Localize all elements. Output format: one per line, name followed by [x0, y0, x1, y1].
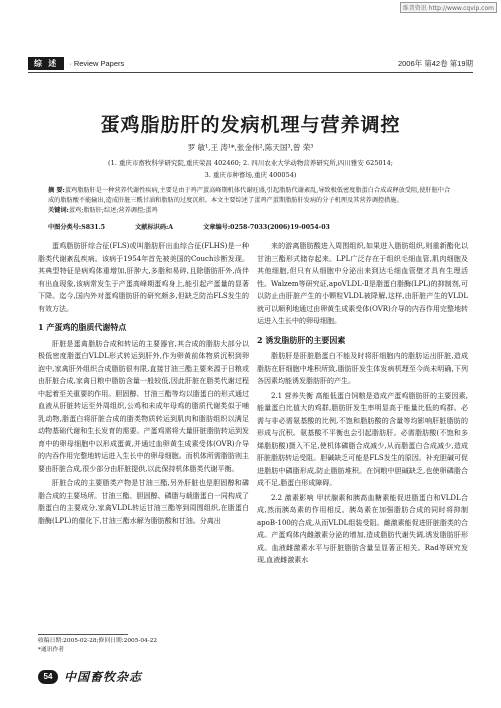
- issue-info: 2006年 第42卷 第19期: [397, 58, 473, 68]
- header-divider: [28, 72, 473, 73]
- left-column: [38, 240, 249, 529]
- abstract-text: 蛋鸡脂肪肝是一种营养代谢性疾病,主要是由于鸡产蛋高峰期机体代谢旺盛,引起脂肪代谢紊乱,导致极低密度脂蛋白合成或释放受阻,使肝脏中合成的脂肪酸不能输出,造成肝脏三酰甘油和脂肪的过度沉积。本文主要综述了蛋鸡产蛋期脂肪肝发病的分子机理及其营养调控措施。: [48, 187, 451, 204]
- section-english-label: · Review Papers: [69, 58, 125, 68]
- abstract: [48, 186, 453, 216]
- keywords-text: 蛋鸡;脂肪肝;综述;营养调控;蛋鸡: [68, 207, 158, 214]
- body-paragraph: 来的游离脂肪酸进入周围组织,如果进入脂肪组织,则重新酯化以甘油三酯形式储存起来。LPL广泛存在于组织毛细血管,肌肉细胞及其他细胞,但只有从细胞中分泌出来到达毛细血管壁才具有生理活性。Walzem等研究证,apoVLDL-Ⅱ是脂蛋白脂酶(LPL)的抑制剂,可以防止由肝脏产生的小颗粒VLDL被降解,这样,由肝脏产生的VLDL就可以顺利地通过由卵黄生成素受体(OVR)介导的内吞作用完整地转运进入生长中的卵母细胞。: [257, 242, 468, 325]
- article-meta: [48, 222, 453, 231]
- body-paragraph: 肝脏合成的主要脂类产物是甘油三酯,另外肝脏也是胆固醇和磷脂合成的主要场所。甘油三酯、胆固醇、磷脂与载脂蛋白一同构成了脂蛋白的主要成分,家禽VLDL转运甘油三酯等到周围组织,在脂蛋白脂酶(LPL)的催化下,甘油三酯水解为脂肪酸和甘油。分离出: [38, 479, 249, 525]
- affiliation-line: (1. 重庆市畜牧科学研究院,重庆荣昌 402460; 2. 四川农业大学动物营养研究所,四川雅安 625014;: [108, 159, 393, 167]
- article-title: 蛋鸡脂肪肝的发病机理与营养调控: [100, 114, 401, 136]
- keywords-label: 关键词:: [48, 207, 69, 214]
- footnote-divider: [38, 634, 128, 635]
- clc-number: 中图分类号:S831.5: [48, 224, 106, 231]
- page-number: 54: [38, 670, 58, 684]
- journal-logo: 中国畜牧杂志: [64, 670, 143, 684]
- page-header: [28, 56, 473, 70]
- section-heading: 2 诱发脂肪肝的主要因素: [257, 334, 346, 345]
- affiliation-line: 3. 重庆市种畜场,重庆 400054): [204, 171, 297, 179]
- page-footer: [38, 668, 142, 685]
- article-number: 文章编号:0258-7033(2006)19-0054-03: [203, 224, 330, 231]
- section-heading: 1 产蛋鸡的脂质代谢特点: [38, 322, 127, 332]
- body-paragraph: 2.1 营养失衡 高能低蛋白饲粮是造成产蛋鸡脂肪肝的主要因素,能量蛋白比值大的鸡群,脂肪肝发生率明显高于能量比低的鸡群。必需与非必需氨基酸的比例,不饱和脂肪酸的含量等均影响肝脏脂肪的形成与沉积。氨基酸不平衡也会引起脂肪肝。必需脂肪酸(不饱和多烯脂肪酸)摄入不足,使机体磷脂合成减少,从而脂蛋白合成减少,造成肝脏脂肪转运受阻。胆碱缺乏可能是FLS发生的原因。补充胆碱可促进脂肪中磷脂形成,防止脂肪堆积。在饲粮中胆碱缺乏,也使卵磷脂合成不足,脂蛋白形成障碍。: [257, 391, 468, 487]
- section-tag: 综 述: [28, 57, 64, 70]
- footnote-corresponding: *通讯作者: [38, 647, 65, 653]
- body-paragraph: 2.2 激素影响 甲状腺素和胰高血糖素能促进脂蛋白和VLDL合成,然而胰岛素的作用相反。胰岛素在加强脂肪合成的同时将抑制apoB-100的合成,从而VLDL组装受阻。雌激素能促进肝脏脂类的合成。产蛋鸡体内雌激素分泌的增加,造成脂肪代谢失调,诱发脂肪肝形成。血液雌激素水平与肝脏脂肪含量呈显著正相关。Rad等研究发现,血液雌激素水: [257, 493, 468, 564]
- author-list: 罗 敏¹,王 涛¹*,张金伟²,陈天国³,曾 荣³: [187, 143, 314, 152]
- footnote-received-date: 收稿日期:2005-02-28;修回日期:2005-04-22: [38, 638, 158, 644]
- intro-paragraph: 蛋鸡脂肪肝综合征(FLS)或叫脂肪肝出血综合征(FLHS)是一种脂类代谢紊乱疾病。该病于1954年首先被美国的Couch诊断发现。其典型特征是病鸡体重增加,肝肿大,多脂和易碎,且除脂肪肝外,尚伴有出血现象,该病常发生于产蛋高峰期蛋鸡身上,能引起产蛋量的显著下降。迄今,国内外对蛋鸡脂肪肝的研究颇多,但缺乏防治FLS发生的有效方法。: [38, 242, 249, 313]
- body-paragraph: 肝脏是蛋禽脂肪合成和转运的主要器官,其合成的脂肪大部分以极低密度脂蛋白VLDL形式转运到肝外,作为卵黄前体物质沉积到卵泡中,家禽肝外组织合成脂肪很有限,直接甘油三酯主要来源于日粮或由肝脏合成,家禽日粮中脂肪含量一般较低,因此肝脏在脂类代谢过程中起着至关重要的作用。胆固醇、甘油三酯等均以脂蛋白的形式通过血液从肝脏转运至外周组织,公鸡和未成年母鸡的脂质代谢类似于哺乳动物,脂蛋白将肝脏合成的脂类物质转运到肌肉和脂肪组织以满足动物基础代谢和生长发育的需要。产蛋鸡需将大量肝脏脂肪转运到发育中的卵母细胞中以形成蛋黄,并通过血卵黄生成素受体(OVR)介导的内吞作用完整地转运进入生长中的卵母细胞。而机体所需脂肪则主要由肝脏合成,很少部分由肝脏提供,以此保持机体脂类代谢平衡。: [38, 339, 249, 473]
- right-column: [257, 240, 468, 569]
- abstract-label: 摘 要:: [48, 187, 65, 194]
- body-paragraph: 脂肪肝是肝脏脂蛋白不能及时将肝细胞内的脂肪运出肝脏,造成脂肪在肝细胞中堆积所致,脂肪肝发生体发病机理至今尚未明确,下列各因素均能诱发脂肪肝的产生。: [257, 352, 468, 385]
- source-watermark[interactable]: 维普资讯 http://www.cqvip.com: [400, 2, 497, 13]
- document-code: 文献标识码:A: [135, 224, 174, 231]
